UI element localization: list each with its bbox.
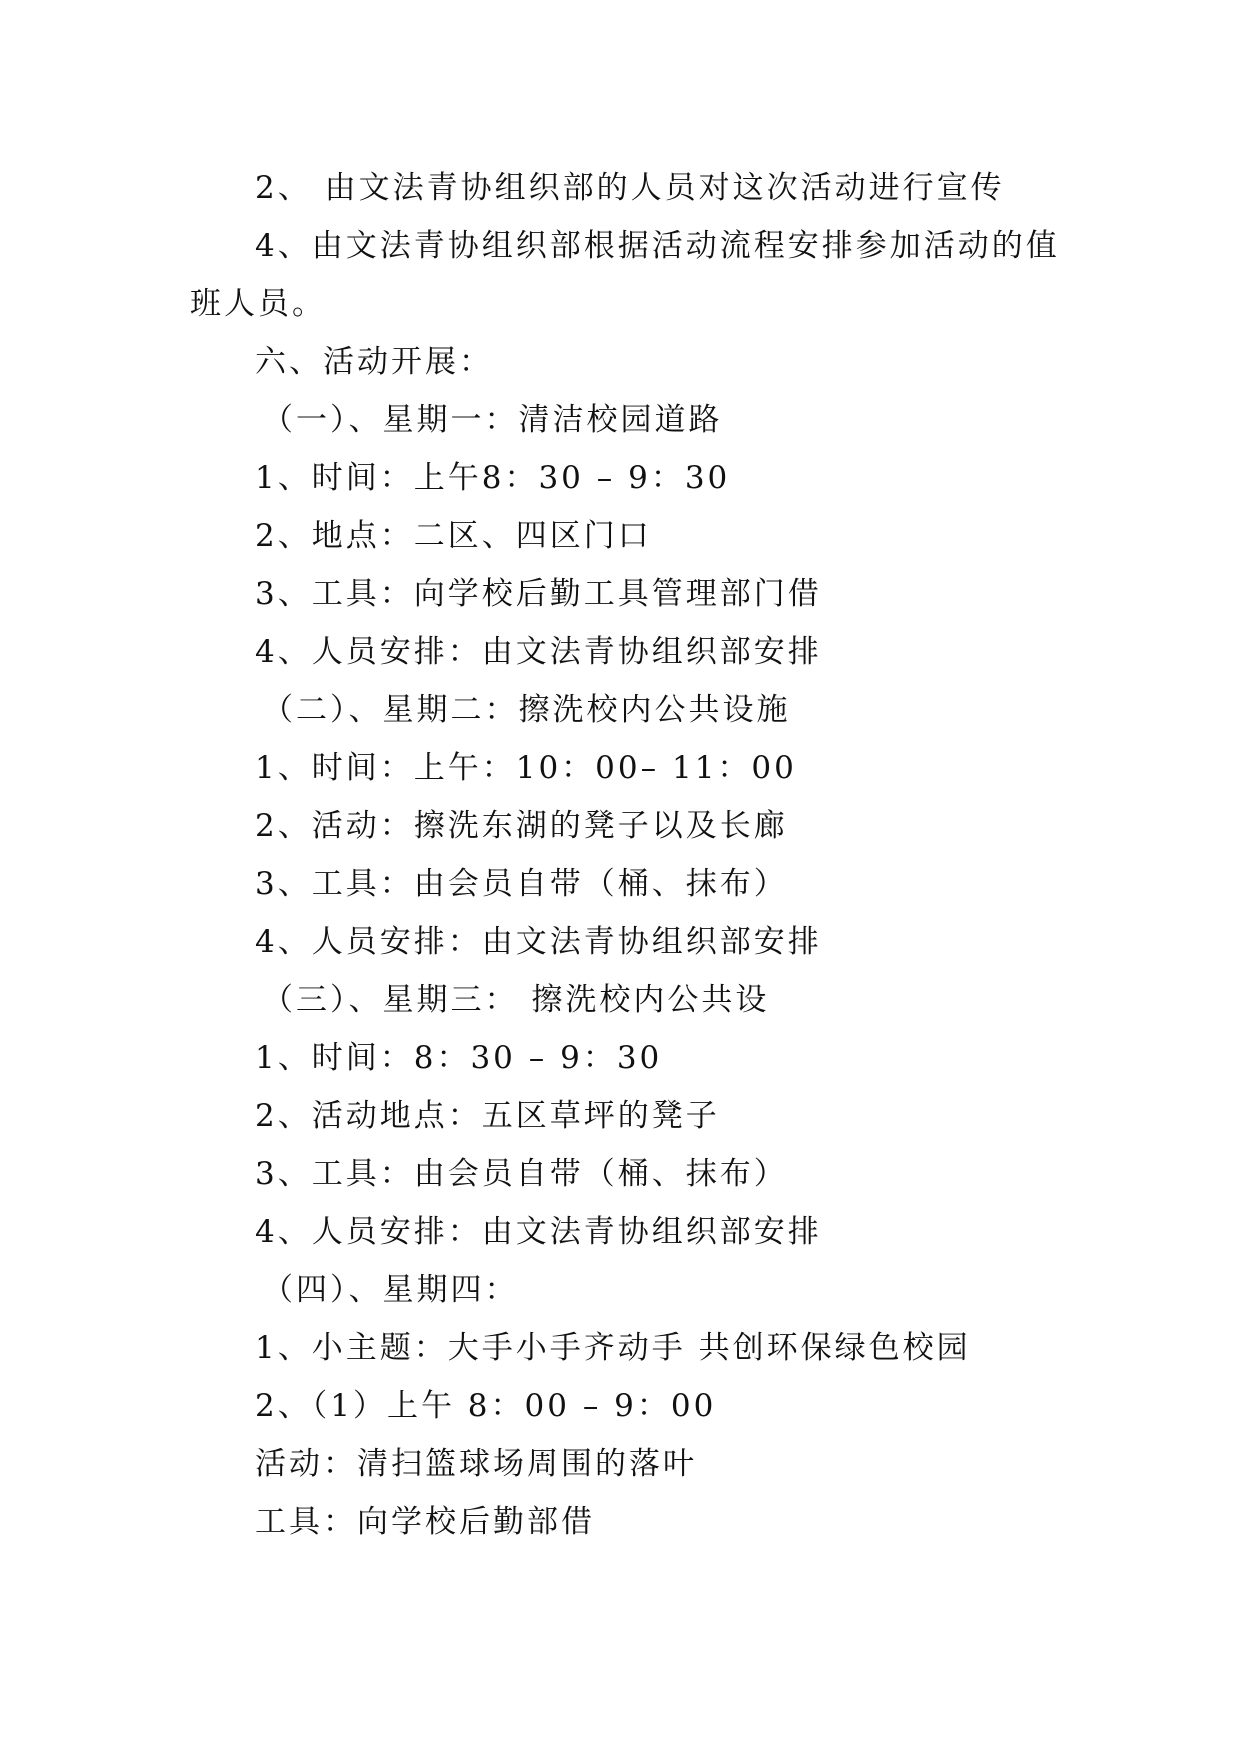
text-line-tuesday-activity: 2、活动：擦洗东湖的凳子以及长廊 xyxy=(255,808,788,844)
text-line-tuesday-staff: 4、人员安排：由文法青协组织部安排 xyxy=(255,924,822,960)
text-line-thursday-tools: 工具：向学校后勤部借 xyxy=(255,1504,595,1540)
text-line-monday-staff: 4、人员安排：由文法青协组织部安排 xyxy=(255,634,822,670)
subsection-heading-thursday: （四）、星期四： xyxy=(262,1272,519,1308)
text-line-monday-time: 1、时间：上午8：30 – 9：30 xyxy=(255,460,731,496)
text-line-wednesday-tools: 3、工具：由会员自带（桶、抹布） xyxy=(255,1156,788,1192)
text-line-publicity: 2、 由文法青协组织部的人员对这次活动进行宣传 xyxy=(255,170,1005,206)
text-line-tuesday-tools: 3、工具：由会员自带（桶、抹布） xyxy=(255,866,788,902)
subsection-heading-tuesday: （二）、星期二：擦洗校内公共设施 xyxy=(262,692,791,728)
text-line-thursday-theme: 1、小主题：大手小手齐动手 共创环保绿色校园 xyxy=(255,1330,971,1366)
text-line-thursday-activity: 活动：清扫篮球场周围的落叶 xyxy=(255,1446,697,1482)
text-line-monday-place: 2、地点：二区、四区门口 xyxy=(255,518,652,554)
text-line-thursday-time: 2、（1）上午 8：00 – 9：00 xyxy=(255,1388,717,1424)
text-line-duty-staff: 4、由文法青协组织部根据活动流程安排参加活动的值 xyxy=(255,228,1060,264)
subsection-heading-monday: （一）、星期一：清洁校园道路 xyxy=(262,402,723,438)
subsection-heading-wednesday: （三）、星期三： 擦洗校内公共设 xyxy=(262,982,770,1018)
section-heading-activities: 六、活动开展： xyxy=(255,344,493,380)
text-line-monday-tools: 3、工具：向学校后勤工具管理部门借 xyxy=(255,576,822,612)
text-line-wednesday-place: 2、活动地点：五区草坪的凳子 xyxy=(255,1098,720,1134)
text-line-wednesday-staff: 4、人员安排：由文法青协组织部安排 xyxy=(255,1214,822,1250)
text-line-wednesday-time: 1、时间：8：30 – 9：30 xyxy=(255,1040,663,1076)
text-line-tuesday-time: 1、时间：上午：10：00– 11：00 xyxy=(255,750,797,786)
text-line-duty-staff-cont: 班人员。 xyxy=(190,286,326,322)
